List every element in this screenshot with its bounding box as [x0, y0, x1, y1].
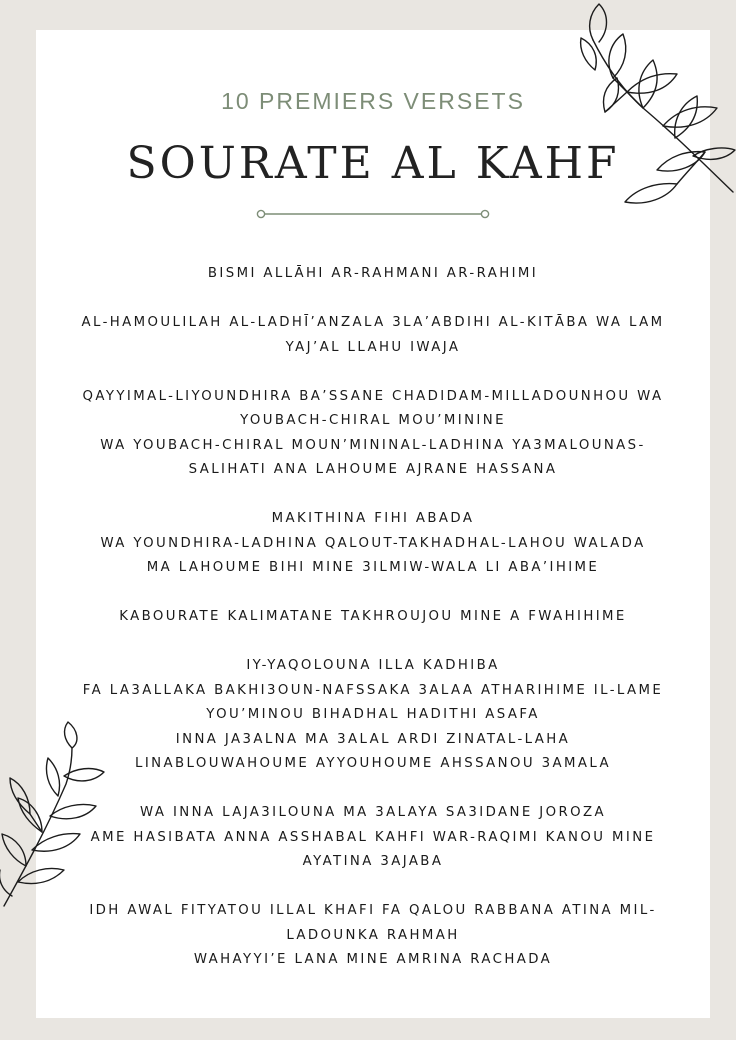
- verse-line: SALIHATI ANA LAHOUME AJRANE HASSANA: [188, 462, 558, 477]
- verse-line: MA LAHOUME BIHI MINE 3ILMIW-WALA LI ABA’IHIME: [146, 560, 600, 575]
- leaf-sprig-icon: [0, 720, 120, 910]
- title-divider: [256, 206, 490, 222]
- verse-line: MAKITHINA FIHI ABADA: [271, 511, 475, 526]
- verse-line: AL-HAMOULILAH AL-LADHĪ’ANZALA 3LA’ABDIHI AL-KITĀBA WA LAM: [81, 315, 665, 330]
- verse-line: YOUBACH-CHIRAL MOU’MININE: [240, 413, 506, 428]
- verse-line: WA YOUNDHIRA-LADHINA QALOUT-TAKHADHAL-LAHOU WALADA: [100, 535, 646, 551]
- verse-line: LADOUNKA RAHMAH: [286, 927, 460, 943]
- verse-line: BISMI ALLĀHI AR-RAHMANI AR-RAHIMI: [207, 266, 539, 281]
- verse: [60, 801, 686, 875]
- verse: [60, 507, 686, 581]
- verse-line: AME HASIBATA ANNA ASSHABAL KAHFI WAR-RAQIMI KANOU MINE: [90, 829, 656, 845]
- verse-line: LINABLOUWAHOUME AYYOUHOUME AHSSANOU 3AMALA: [135, 756, 611, 771]
- verse: [60, 262, 686, 287]
- leaf-branch-icon: [565, 0, 736, 220]
- page-title: SOURATE AL KAHF: [126, 138, 620, 189]
- verse-line: WAHAYYI’E LANA MINE AMRINA RACHADA: [193, 952, 553, 967]
- verse: [60, 899, 686, 973]
- verse-line: KABOURATE KALIMATANE TAKHROUJOU MINE A FWAHIHIME: [119, 609, 627, 624]
- verse-line: QAYYIMAL-LIYOUNDHIRA BA’SSANE CHADIDAM-MILLADOUNHOU WA: [82, 388, 664, 404]
- verse-line: AYATINA 3AJABA: [302, 854, 444, 869]
- verse-line: IDH AWAL FITYATOU ILLAL KHAFI FA QALOU RABBANA ATINA MIL-: [89, 903, 657, 918]
- verses-block: [60, 262, 686, 997]
- verse-line: YOU’MINOU BIHADHAL HADITHI ASAFA: [206, 707, 540, 722]
- verse: [60, 311, 686, 360]
- verse-line: YAJ’AL LLAHU IWAJA: [285, 339, 461, 355]
- verse: [60, 385, 686, 483]
- verse-line: INNA JA3ALNA MA 3ALAL ARDI ZINATAL-LAHA: [175, 731, 571, 747]
- verse-line: FA LA3ALLAKA BAKHI3OUN-NAFSSAKA 3ALAA ATHARIHIME IL-LAME: [82, 682, 664, 698]
- page-subtitle: 10 PREMIERS VERSETS: [221, 88, 525, 114]
- verse-line: WA YOUBACH-CHIRAL MOUN’MININAL-LADHINA YA3MALOUNAS-: [100, 437, 646, 453]
- verse-line: WA INNA LAJA3ILOUNA MA 3ALAYA SA3IDANE JOROZA: [140, 805, 606, 820]
- verse: [60, 654, 686, 777]
- verse: [60, 605, 686, 630]
- verse-line: IY-YAQOLOUNA ILLA KADHIBA: [246, 658, 500, 673]
